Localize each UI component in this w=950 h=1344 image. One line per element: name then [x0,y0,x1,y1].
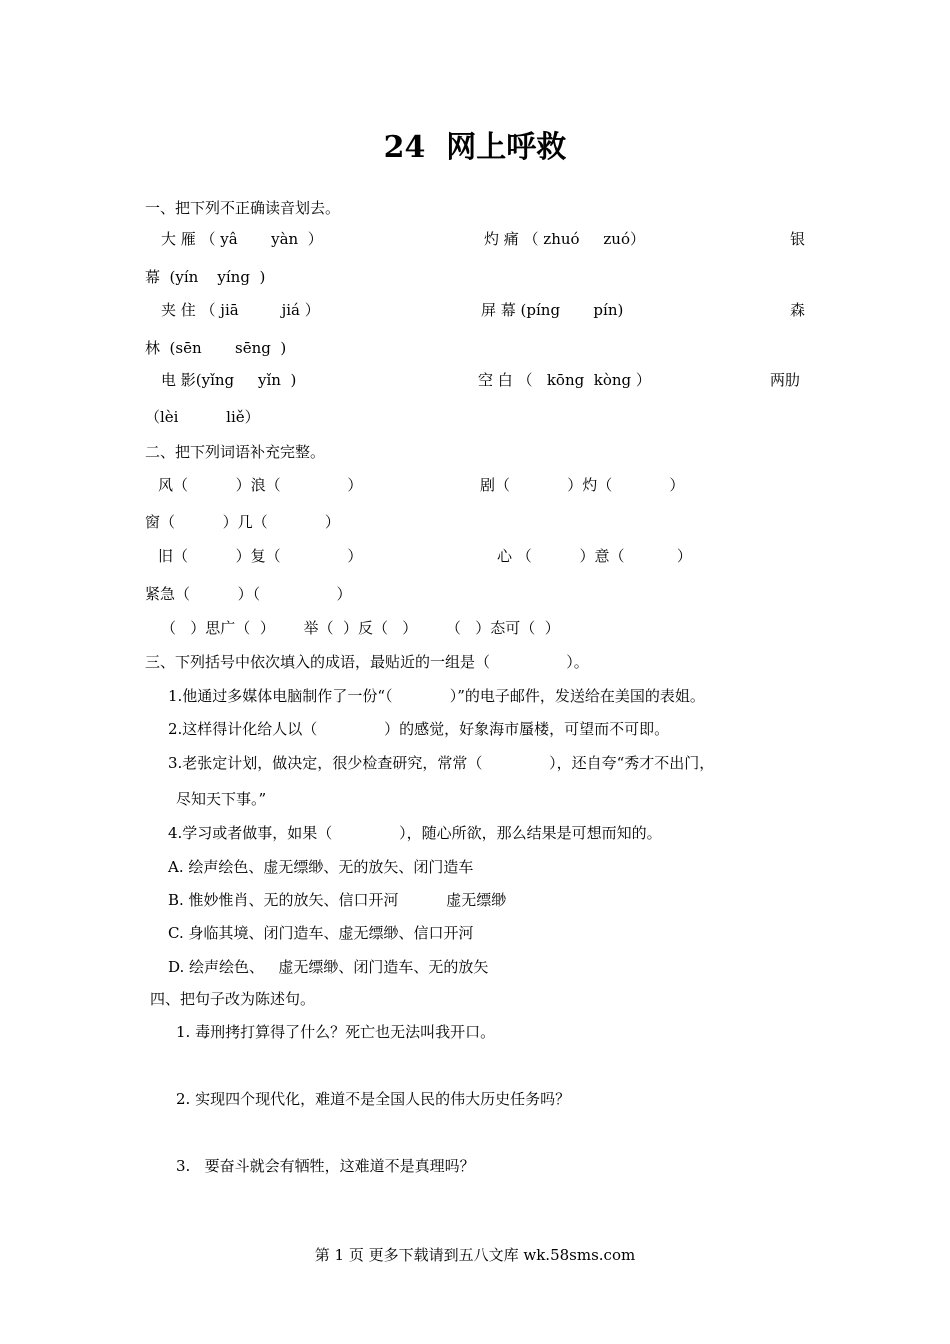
fill-item-chuangji: 窗（ ）几（ ） [145,513,340,531]
question-item-2: 2.这样得计化给人以（ ）的感觉，好象海市蜃楼，可望而不可即。 [168,720,670,738]
rewrite-item-3: 3. 要奋斗就会有牺牲，这难道不是真理吗？ [176,1157,475,1175]
pinyin-item-lianglei-cont: （lèi liě） [145,408,260,426]
rewrite-item-2: 2. 实现四个现代化，难道不是全国人民的伟大历史任务吗？ [176,1090,571,1108]
option-d: D. 绘声绘色、 虚无缥缈、闭门造车、无的放矢 [168,958,489,976]
pinyin-item-jiazhu: 夹 住 （ jiā jiá ） [161,301,320,319]
pinyin-item-senlin-cont: 林 (sēn sēng ) [145,339,287,357]
section3-heading: 三、下列括号中依次填入的成语，最贴近的一组是（ ）。 [145,653,589,671]
pinyin-item-pingmu: 屏 幕 (píng pín) [481,301,624,319]
pinyin-item-yinmu-start: 银 [790,230,806,248]
pinyin-item-kongbai: 空 白 （ kōng kòng ） [478,371,651,389]
fill-item-fenglang: 风（ ）浪（ ） [158,476,363,494]
pinyin-item-dianying: 电 影(yǐng yǐn ) [161,371,297,389]
pinyin-item-lianglei-start: 两肋 [770,371,801,389]
fill-item-juzhuo: 剧（ ）灼（ ） [480,476,685,494]
fill-item-xinyi: 心 （ ）意（ ） [497,547,692,565]
pinyin-item-dayan: 大 雁 （ yâ yàn ） [161,230,323,248]
pinyin-item-yinmu-cont: 幕 (yín yíng ) [145,268,266,286]
question-item-4: 4.学习或者做事，如果（ ），随心所欲，那么结果是可想而知的。 [168,824,662,842]
rewrite-item-1: 1. 毒刑拷打算得了什么？死亡也无法叫我开口。 [176,1023,496,1041]
pinyin-item-zhuotong: 灼 痛 （ zhuó zuó） [484,230,645,248]
question-item-3-cont: 尽知天下事。” [176,790,267,808]
question-item-1: 1.他通过多媒体电脑制作了一份“（ ）”的电子邮件，发送给在美国的表姐。 [168,687,705,705]
option-a: A. 绘声绘色、虚无缥缈、无的放矢、闭门造车 [168,858,474,876]
section2-heading: 二、把下列词语补充完整。 [145,443,326,461]
section4-heading: 四、把句子改为陈述句。 [150,990,316,1008]
fill-item-jiufu: 旧（ ）复（ ） [158,547,363,565]
option-c: C. 身临其境、闭门造车、虚无缥缈、信口开河 [168,924,474,942]
section1-heading: 一、把下列不正确读音划去。 [145,199,341,217]
question-item-3: 3.老张定计划，做决定，很少检查研究，常常（ ），还自夸“秀才不出门， [168,754,715,772]
page-footer: 第 1 页 更多下载请到五八文库 wk.58sms.com [314,1246,636,1264]
option-b: B. 惟妙惟肖、无的放矢、信口开河 虚无缥缈 [168,891,507,909]
page-title: 24 网上呼救 [383,130,567,165]
pinyin-item-senlin-start: 森 [790,301,806,319]
fill-item-jinji: 紧急（ ）（ ） [145,585,352,603]
fill-item-idioms: （ ）思广（ ） 举（ ）反（ ） （ ）态可（ ） [161,619,560,637]
